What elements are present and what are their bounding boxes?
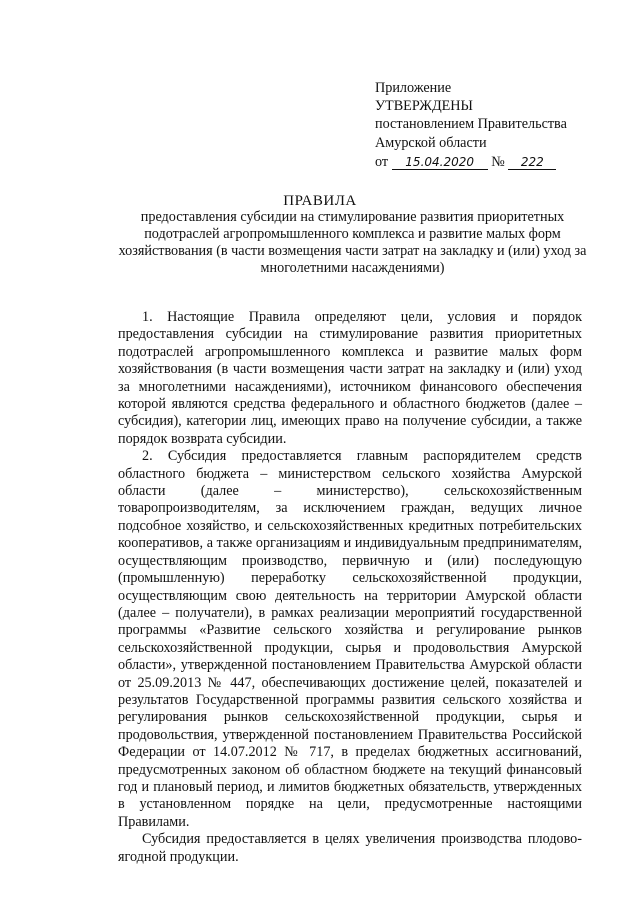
document-body — [118, 309, 582, 866]
approved-label: УТВЕРЖДЕНЫ — [375, 98, 473, 115]
approval-block — [375, 79, 615, 171]
paragraph-3: Субсидия предоставляется в целях увеличения производства плодово-ягодной продукции. — [118, 831, 582, 865]
from-label: от — [375, 153, 389, 170]
paragraph-2: 2. Субсидия предоставляется главным распорядителем средств областного бюджета – министерством сельского хозяйства Амурской области (далее – министерство), сельскохозяйственным товаропроизводителям, за исключением граждан, ведущих личное подсобное хозяйство, и сельскохозяйственных кредитных потребительских кооперативов, а также организациям и индивидуальным предпринимателям, осуществляющим производство, первичную и (или) последующую (промышленную) переработку сельскохозяйственной продукции, осуществляющим свою деятельность на территории Амурской области (далее – получатели), в рамках реализации мероприятий государственной программы «Развитие сельского хозяйства и регулирование рынков сельскохозяйственной продукции, сырья и продовольствия Амурской области», утвержденной постановлением Правительства Амурской области от 25.09.2013 № 447, обеспечивающих достижение целей, показателей и результатов Государственной программы развития сельского хозяйства и регулирования рынков сельскохозяйственной продукции, сырья и продовольствия, утвержденной постановлением Правительства Российской Федерации от 14.07.2012 № 717, в пределах бюджетных ассигнований, предусмотренных законом об областном бюджете на текущий финансовый год и плановый период, и лимитов бюджетных обязательств, утвержденных в установленном порядке на цели, предусмотренные настоящими Правилами. — [118, 448, 582, 830]
number-label: № — [491, 153, 505, 170]
order-number: 222 — [508, 155, 556, 170]
appendix-label: Приложение — [375, 80, 452, 96]
document-subtitle: предоставления субсидии на стимулирование развития приоритетных подотраслей агропромышленного комплекса и развитие малых форм хозяйствования (в части возмещения части затрат на закладку и (или) уход за многолетними насаждениями) — [118, 209, 587, 276]
paragraph-1: 1. Настоящие Правила определяют цели, условия и порядок предоставления субсидии на стимулирование развития приоритетных подотраслей агропромышленного комплекса и развитие малых форм хозяйствования (в части возмещения части затрат на закладку и (или) уход за многолетними насаждениями), источником финансового обеспечения которой являются средства федерального и областного бюджетов (далее – субсидия), категории лиц, имеющих право на получение субсидии, а также порядок возврата субсидии. — [118, 309, 582, 447]
order-date: 15.04.2020 — [392, 155, 488, 170]
document-title: ПРАВИЛА — [283, 193, 357, 209]
region-label: Амурской области — [375, 134, 487, 151]
resolution-label: постановлением Правительства — [375, 116, 567, 133]
order-line — [375, 153, 615, 171]
